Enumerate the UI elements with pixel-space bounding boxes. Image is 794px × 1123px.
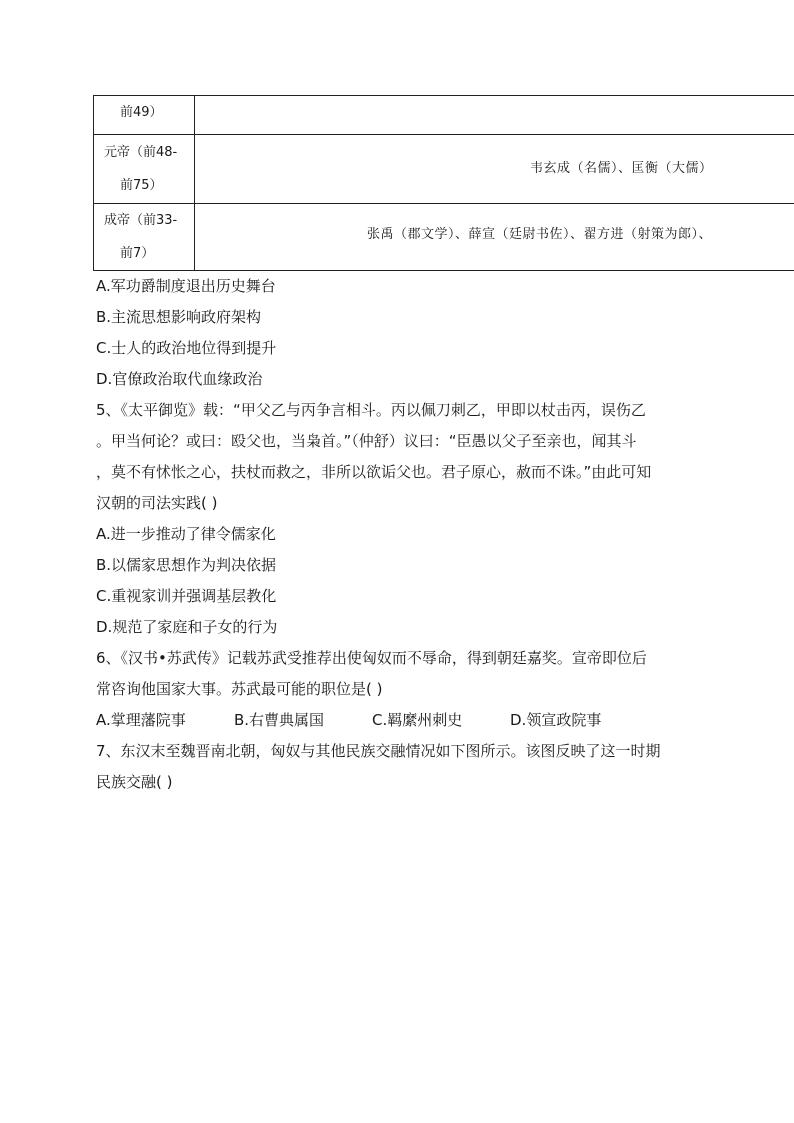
q5-option-b: B.以儒家思想作为判决依据 [96, 556, 277, 574]
emperor-label: 元帝（前48- [104, 145, 178, 160]
q6-option-d: D.领宣政院事 [510, 711, 602, 729]
q5-option-a: A.进一步推动了律令儒家化 [96, 525, 276, 543]
officials-table [93, 95, 794, 271]
table-row [94, 135, 794, 204]
q6-stem-line: 常咨询他国家大事。苏武最可能的职位是( ) [96, 680, 383, 698]
q6-option-b: B.右曹典属国 [234, 711, 325, 729]
q5-option-c: C.重视家训并强调基层教化 [96, 587, 277, 605]
q6-options [96, 705, 716, 736]
emperor-label: 前49） [120, 105, 163, 120]
table-row [94, 204, 794, 271]
q7-stem-line: 7、东汉末至魏晋南北朝，匈奴与其他民族交融情况如下图所示。该图反映了这一时期 [96, 742, 661, 760]
emperor-label-cont: 前75） [120, 178, 163, 193]
q5-stem-line: 5、《太平御览》载：“甲父乙与丙争言相斗。丙以佩刀刺乙，甲即以杖击丙，误伤乙 [96, 401, 646, 419]
q7-stem-line: 民族交融( ) [96, 773, 173, 791]
q4-option-a: A.军功爵制度退出历史舞台 [96, 277, 276, 295]
questions-body [96, 271, 716, 798]
q4-option-d: D.官僚政治取代血缘政治 [96, 370, 263, 388]
officials-text: 张禹（郡文学）、薛宣（廷尉书佐）、翟方进（射策为郎）、 [367, 227, 713, 242]
q6-option-c: C.羁縻州刺史 [372, 711, 463, 729]
q5-stem-line: 。甲当何论？或曰：殴父也，当枭首。”（仲舒）议曰：“臣愚以父子至亲也，闻其斗 [96, 432, 637, 450]
emperor-cell [94, 96, 195, 134]
q6-stem-line: 6、《汉书•苏武传》记载苏武受推荐出使匈奴而不辱命，得到朝廷嘉奖。宣帝即位后 [96, 649, 647, 667]
q5-stem-line: 汉朝的司法实践( ) [96, 494, 218, 512]
q4-option-c: C.士人的政治地位得到提升 [96, 339, 277, 357]
emperor-cell [94, 135, 195, 203]
emperor-label: 成帝（前33- [104, 213, 178, 228]
q5-stem-line: ，莫不有怵怅之心，扶杖而救之，非所以欲诟父也。君子原心，赦而不诛。”由此可知 [96, 463, 652, 481]
officials-text: 韦玄成（名儒）、匡衡（大儒） [530, 161, 713, 176]
q5-option-d: D.规范了家庭和子女的行为 [96, 618, 278, 636]
officials-cell [195, 204, 794, 270]
emperor-label-cont: 前7） [120, 246, 155, 261]
officials-cell [195, 96, 794, 134]
q4-option-b: B.主流思想影响政府架构 [96, 308, 262, 326]
table-row [94, 96, 794, 135]
officials-cell [195, 135, 794, 203]
q6-option-a: A.掌理藩院事 [96, 711, 186, 729]
emperor-cell [94, 204, 195, 270]
